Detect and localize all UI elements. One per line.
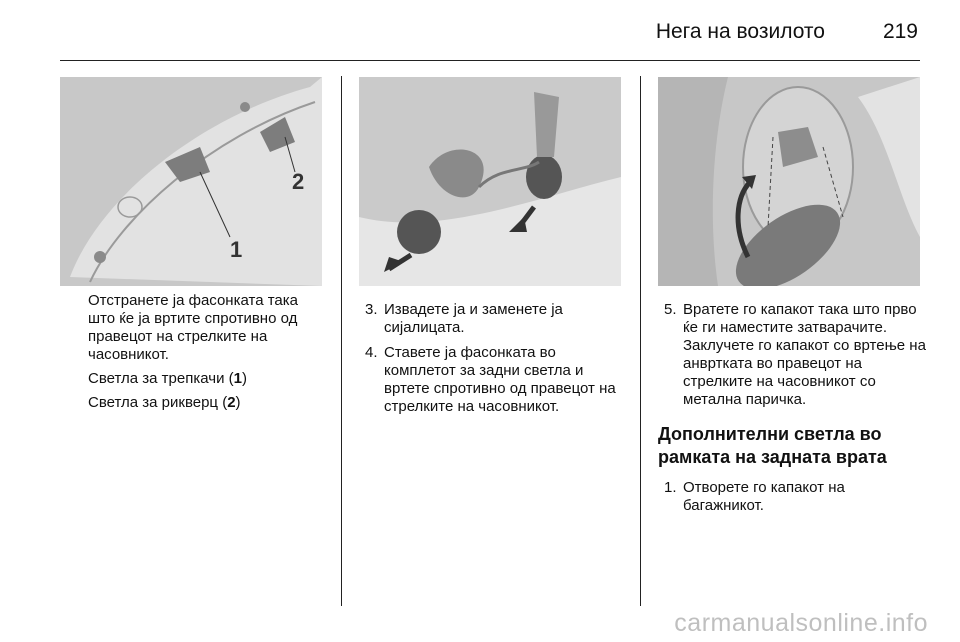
callout-ref-2: 2 [227, 394, 236, 411]
tail-light-illustration [60, 77, 322, 286]
figure-cover-closing [658, 77, 920, 286]
column-1-text [88, 292, 328, 418]
column-2-text [359, 301, 621, 423]
list-item: 4. Ставете ја фасонката во комплетот за задни светла и вртете спротивно од правецот на стрелките на часовникот. [365, 344, 616, 415]
column-divider-1 [341, 76, 342, 606]
steps-list-3 [658, 301, 928, 409]
section-steps-list [658, 479, 928, 515]
callout-1: 1 [230, 237, 243, 262]
page-number: 219 [882, 20, 918, 43]
instruction-paragraph: Отстранете ја фасонката така што ќе ја вртите спротивно од правецот на стрелките на часовникот. [88, 292, 298, 363]
steps-list-2 [359, 301, 621, 416]
section-heading: Дополнителни светла во рамката на задната врата [658, 424, 887, 467]
cover-illustration [658, 77, 920, 286]
figure-tail-light-holder [60, 77, 322, 286]
bulb-illustration [359, 77, 621, 286]
figure-bulb-replacement [359, 77, 621, 286]
header-title: Нега на возилото [655, 20, 825, 43]
watermark: carmanualsonline.info [674, 609, 928, 637]
header-rule [60, 60, 920, 61]
list-item: 1. Отворете го капакот на багажникот. [664, 479, 845, 514]
list-item: 5. Вратете го капакот така што прво ќе ги наместите затварачите. Заклучете го капакот со вртење на анвртката во правецот на стрелките на часовникот со метална паричка. [664, 301, 926, 408]
column-divider-2 [640, 76, 641, 606]
indicator-lights-line: Светла за трепкачи (1) [88, 370, 247, 387]
callout-2: 2 [292, 169, 305, 194]
column-3-text [658, 301, 928, 522]
callout-ref-1: 1 [233, 370, 242, 387]
reverse-lights-line: Светла за рикверц (2) [88, 394, 241, 411]
list-item: 3. Извадете ја и заменете ја сијалицата. [365, 301, 563, 336]
